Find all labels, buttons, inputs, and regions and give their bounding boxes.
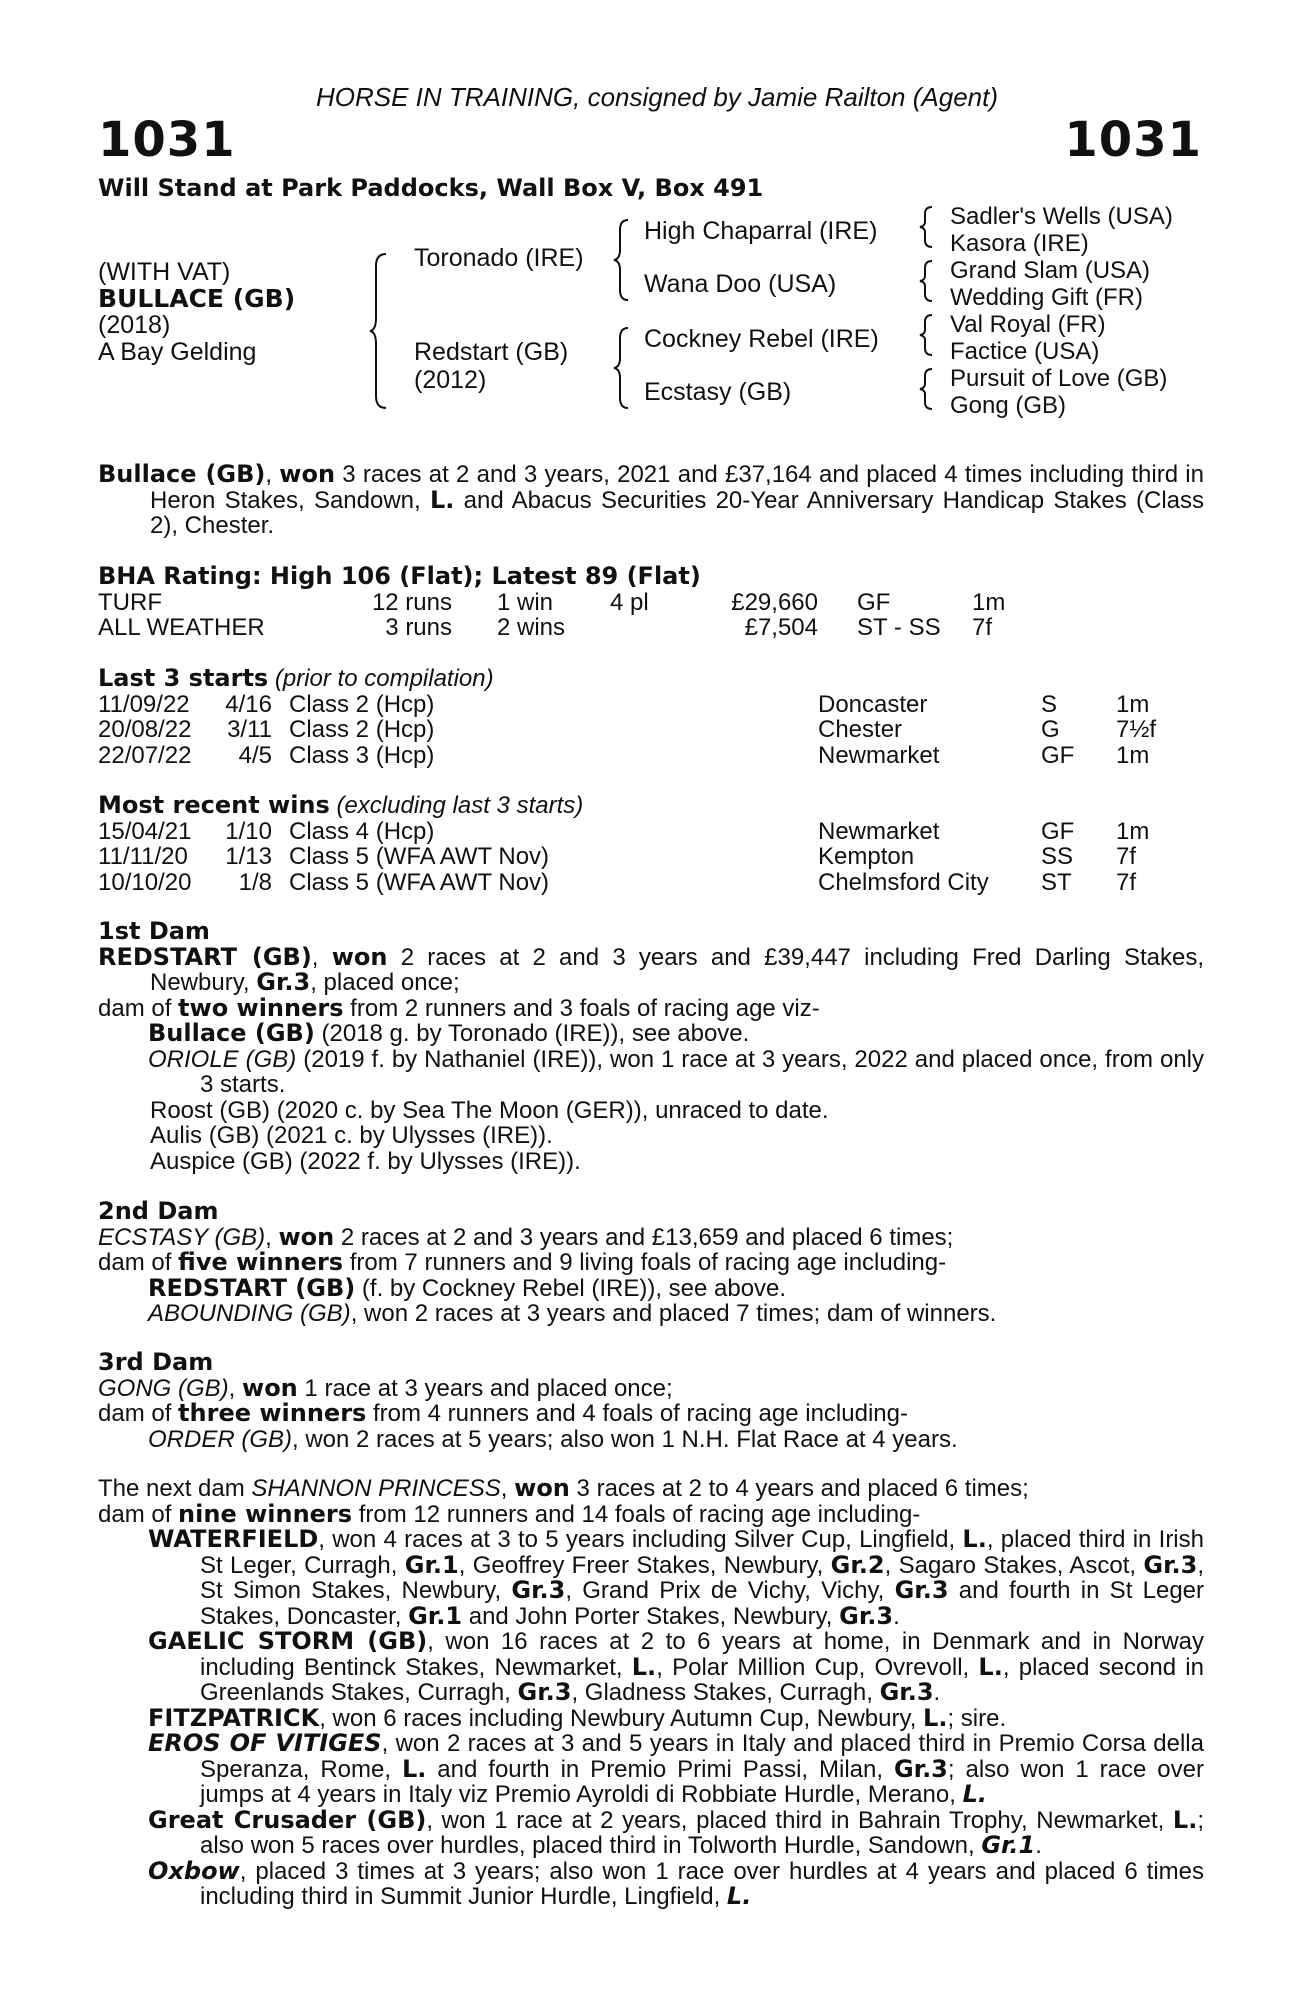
stand-location: Will Stand at Park Paddocks, Wall Box V, Box 491 xyxy=(98,174,764,202)
vat-label: (WITH VAT) xyxy=(98,258,231,286)
win-row xyxy=(98,819,1204,845)
win-position: 1/13 xyxy=(225,843,272,870)
win-class: Class 5 (WFA AWT Nov) xyxy=(289,868,550,896)
progeny-name: Great Crusader (GB) xyxy=(148,1805,427,1834)
win-date: 10/10/20 xyxy=(98,868,192,896)
rating-prize: £29,660 xyxy=(731,588,818,616)
first-dam-heading: 1st Dam xyxy=(98,917,210,945)
progeny-entry: Auspice (GB) (2022 f. by Ulysses (IRE)). xyxy=(150,1147,581,1175)
progeny-text: , Polar Million Cup, Ovrevoll, xyxy=(656,1653,979,1681)
form-class: Class 3 (Hcp) xyxy=(289,741,435,769)
form-distance: 1m xyxy=(1116,690,1150,718)
next-dam-of: dam of xyxy=(98,1500,179,1528)
progeny-text: and fourth in St Leger Stakes, Doncaster, xyxy=(200,1577,1205,1630)
progeny-name: Oxbow xyxy=(148,1856,240,1885)
form-position: 4/5 xyxy=(238,741,272,769)
progeny-text: and John Porter Stakes, Newbury, xyxy=(462,1602,840,1630)
next-dam-winners: nine winners xyxy=(178,1499,353,1528)
third-dam-runners: from 4 runners and 4 foals of racing age including- xyxy=(366,1400,908,1427)
progeny-entry: Aulis (GB) (2021 c. by Ulysses (IRE)). xyxy=(150,1122,553,1149)
third-dam-won: won xyxy=(242,1373,298,1402)
recent-wins-heading: Most recent wins xyxy=(98,791,330,819)
second-dam-runners: from 7 runners and 9 living foals of racing age including- xyxy=(343,1249,947,1276)
form-course: Chester xyxy=(818,716,903,743)
grade-marker: Gr.1 xyxy=(404,1550,459,1579)
grade-marker: Gr.3 xyxy=(894,1576,949,1604)
rating-distance: 1m xyxy=(972,588,1006,616)
gen3-brace-1 xyxy=(920,205,934,249)
progeny-text: , Gladness Stakes, Curragh, xyxy=(571,1679,880,1706)
progeny-text: (2018 g. by Toronado (IRE)), see above. xyxy=(314,1020,750,1047)
rating-distance: 7f xyxy=(972,614,993,641)
listed-marker: L. xyxy=(631,1652,657,1681)
gen3-brace-3 xyxy=(920,313,934,357)
progeny-text: , won 6 races including Newbury Autumn Cup, Newbury, xyxy=(319,1704,924,1732)
gen3-ancestor: Factice (USA) xyxy=(950,338,1100,365)
form-course: Newmarket xyxy=(818,741,940,769)
summary-comma: , xyxy=(265,461,280,488)
recent-wins-section xyxy=(98,793,1204,895)
rating-row xyxy=(98,615,1204,641)
gen3-ancestor: Kasora (IRE) xyxy=(950,230,1089,257)
summary-listed: L. xyxy=(429,485,455,514)
form-position: 3/11 xyxy=(227,716,272,743)
second-dam-heading: 2nd Dam xyxy=(98,1197,219,1225)
horse-year: (2018) xyxy=(98,311,171,339)
grade-marker: Gr.2 xyxy=(830,1550,885,1579)
next-dam-lead: The next dam xyxy=(98,1475,252,1502)
next-dam-section xyxy=(98,1476,1204,1910)
gen3-brace-2 xyxy=(920,259,934,303)
first-dam-of: dam of xyxy=(98,994,179,1022)
win-date: 15/04/21 xyxy=(98,817,192,845)
form-position: 4/16 xyxy=(225,690,272,718)
form-going: S xyxy=(1041,690,1058,718)
grade-marker: Gr.3 xyxy=(839,1601,894,1630)
recent-wins-note: (excluding last 3 starts) xyxy=(336,792,584,819)
progeny-name: ABOUNDING (GB) xyxy=(148,1300,351,1327)
third-dam-of: dam of xyxy=(98,1400,179,1427)
last-starts-heading: Last 3 starts xyxy=(98,664,269,692)
third-dam-text: 1 race at 3 years and placed once; xyxy=(297,1374,673,1402)
progeny-name: ORIOLE (GB) xyxy=(148,1045,297,1073)
rating-going: GF xyxy=(857,588,891,616)
grade-marker: Gr.3 xyxy=(1143,1550,1198,1579)
rating-row xyxy=(98,590,1204,616)
grade-marker: Gr.3 xyxy=(517,1678,572,1706)
progeny-text: ; also won 1 race over jumps at 4 years in Italy viz Premio Ayroldi di Robbiate Hurdle, Merano, xyxy=(200,1755,1204,1808)
horse-name: BULLACE (GB) xyxy=(98,284,296,313)
form-row xyxy=(98,692,1204,718)
dam-dam: Ecstasy (GB) xyxy=(644,378,792,406)
listed-marker: L. xyxy=(401,1754,427,1783)
progeny-great-crusader xyxy=(98,1805,1204,1859)
consignment-header: HORSE IN TRAINING, consigned by Jamie Railton (Agent) xyxy=(315,82,999,112)
second-dam-section: 2nd Dam ECSTASY (GB), won 2 races at 2 and 3 years and £13,659 and placed 6 times; dam of five winners from 7 runners and 9 living foals of racing age including- REDSTART (GB) (f. by Cockney Rebel (IRE)), see above. ABOUNDING (GB), won 2 races at 3 years and placed 7 times; dam of winners. xyxy=(98,1199,1204,1327)
rating-going: ST - SS xyxy=(857,614,941,641)
progeny-entry: Roost (GB) (2020 c. by Sea The Moon (GER)), unraced to date. xyxy=(150,1096,829,1124)
win-position: 1/8 xyxy=(238,868,272,896)
next-dam-name: SHANNON PRINCESS xyxy=(251,1475,501,1502)
grade-marker: Gr.3 xyxy=(879,1678,934,1706)
first-dam-section: 1st Dam REDSTART (GB), won 2 races at 2 and 3 years and £39,447 including Fred Darling Stakes, Newbury, Gr.3, placed once; dam of two winners from 2 runners and 3 foals of racing age viz- Bullace (GB) (2018 g. by Toronado (IRE)), see above. ORIOLE (GB) (2019 f. by Nathaniel (IRE)), won 1 race at 3 years, 2022 and placed once, from only 3 starts. Roost (GB) (2020 c. by Sea The Moon (GER)), unraced to date. Aulis (GB) (2021 c. by Ulysses (IRE)). Auspice (GB) (2022 f. by Ulysses (IRE)). xyxy=(98,917,1204,1175)
progeny-text: ; sire. xyxy=(947,1704,1007,1732)
form-row xyxy=(98,743,1204,769)
rating-surface: TURF xyxy=(98,588,162,616)
listed-marker: L. xyxy=(923,1703,948,1732)
progeny-text: , won 2 races at 3 years and placed 7 times; dam of winners. xyxy=(350,1300,997,1327)
first-dam-runners: from 2 runners and 3 foals of racing age viz- xyxy=(343,994,820,1022)
second-dam-won: won xyxy=(278,1222,335,1251)
rating-wins: 1 win xyxy=(497,588,554,616)
form-date: 22/07/22 xyxy=(98,741,192,769)
pedigree-brace-sire xyxy=(614,218,630,302)
grade-marker: Gr.3 xyxy=(511,1576,566,1604)
gen3-ancestor: Val Royal (FR) xyxy=(950,311,1106,338)
lot-number-left: 1031 xyxy=(98,112,236,168)
horse-description: A Bay Gelding xyxy=(98,338,257,366)
gen3-ancestor: Wedding Gift (FR) xyxy=(950,284,1143,311)
sire-name: Toronado (IRE) xyxy=(414,244,584,272)
rating-runs: 3 runs xyxy=(385,614,452,641)
form-going: GF xyxy=(1041,741,1075,769)
summary-text-2: and Abacus Securities 20-Year Anniversary Handicap Stakes (Class 2), Chester. xyxy=(150,486,1204,539)
progeny-text: , won 2 races at 3 and 5 years in Italy and placed third in Premio Corsa della Speranza, Rome, xyxy=(200,1730,1204,1783)
win-date: 11/11/20 xyxy=(98,843,188,870)
progeny-name: REDSTART (GB) xyxy=(148,1273,356,1302)
win-distance: 7f xyxy=(1116,868,1137,896)
progeny-text: , won 1 race at 2 years, placed third in Bahrain Trophy, Newmarket, xyxy=(426,1806,1173,1834)
rating-runs: 12 runs xyxy=(371,588,452,616)
progeny-name: Bullace (GB) xyxy=(148,1019,315,1047)
progeny-text: ; also won 5 races over hurdles, placed third in Tolworth Hurdle, Sandown, xyxy=(200,1806,1204,1859)
form-course: Doncaster xyxy=(818,690,928,718)
sire-dam: Wana Doo (USA) xyxy=(644,270,837,298)
rating-wins: 2 wins xyxy=(497,614,566,641)
progeny-name: EROS OF VITIGES xyxy=(148,1729,382,1757)
listed-marker: L. xyxy=(962,1780,987,1808)
first-dam-name: REDSTART (GB) xyxy=(98,942,312,971)
progeny-text: (f. by Cockney Rebel (IRE)), see above. xyxy=(355,1274,787,1302)
win-class: Class 5 (WFA AWT Nov) xyxy=(289,843,550,870)
form-date: 20/08/22 xyxy=(98,716,192,743)
progeny-name: WATERFIELD xyxy=(148,1525,319,1553)
progeny-text: , placed third in Irish St Leger, Curragh, xyxy=(200,1526,1204,1579)
pedigree-brace-main xyxy=(370,252,388,410)
next-dam-text: 3 races at 2 to 4 years and placed 6 times; xyxy=(569,1475,1029,1502)
third-dam-heading: 3rd Dam xyxy=(98,1348,214,1376)
gen3-ancestor: Pursuit of Love (GB) xyxy=(950,365,1168,392)
first-dam-won: won xyxy=(331,942,388,971)
third-dam-name: GONG (GB) xyxy=(98,1374,229,1402)
gen3-ancestor: Sadler's Wells (USA) xyxy=(950,203,1173,230)
progeny-text: , St Simon Stakes, Newbury, xyxy=(200,1551,1205,1604)
second-dam-of: dam of xyxy=(98,1249,179,1276)
progeny-text: . xyxy=(1035,1832,1042,1859)
progeny-eros-of-vitiges xyxy=(98,1731,1204,1808)
summary-won: won xyxy=(279,460,336,488)
race-summary xyxy=(98,462,1204,539)
win-class: Class 4 (Hcp) xyxy=(289,817,435,845)
form-going: G xyxy=(1041,716,1060,743)
progeny-oxbow xyxy=(98,1856,1204,1910)
listed-marker: L. xyxy=(978,1652,1003,1681)
dam-sire: Cockney Rebel (IRE) xyxy=(644,325,879,353)
rating-surface: ALL WEATHER xyxy=(98,614,265,641)
last-starts-note: (prior to compilation) xyxy=(274,665,494,692)
form-distance: 7½f xyxy=(1116,716,1157,743)
progeny-text: . xyxy=(893,1602,900,1630)
win-going: GF xyxy=(1041,817,1075,845)
gen3-brace-4 xyxy=(920,367,934,411)
progeny-text: , Geoffrey Freer Stakes, Newbury, xyxy=(458,1551,831,1579)
win-course: Newmarket xyxy=(818,817,940,845)
progeny-text: , Sagaro Stakes, Ascot, xyxy=(884,1551,1144,1579)
progeny-name: FITZPATRICK xyxy=(148,1703,320,1732)
lot-number-right: 1031 xyxy=(1064,112,1202,168)
rating-section xyxy=(98,564,1204,641)
summary-text: 3 races at 2 and 3 years, 2021 and £37,164 and placed 4 times including third in Heron Stakes, Sandown, xyxy=(150,461,1204,514)
form-distance: 1m xyxy=(1116,741,1150,769)
next-dam-comma: , xyxy=(500,1475,515,1502)
second-dam-name: ECSTASY (GB) xyxy=(98,1223,266,1251)
first-dam-text: 2 races at 2 and 3 years and £39,447 including Fred Darling Stakes, Newbury, xyxy=(150,943,1204,996)
first-dam-winners: two winners xyxy=(178,993,344,1022)
win-course: Chelmsford City xyxy=(818,868,989,896)
form-row xyxy=(98,717,1204,743)
progeny-fitzpatrick xyxy=(98,1703,1204,1732)
progeny-name: ORDER (GB) xyxy=(148,1425,292,1453)
win-position: 1/10 xyxy=(225,817,272,845)
summary-horse-name: Bullace (GB) xyxy=(98,460,266,488)
rating-prize: £7,504 xyxy=(744,614,818,641)
dam-year: (2012) xyxy=(414,366,487,394)
progeny-gaelic-storm xyxy=(98,1629,1204,1706)
progeny-text: and fourth in Premio Primi Passi, Milan, xyxy=(426,1755,894,1783)
third-dam-section: 3rd Dam GONG (GB), won 1 race at 3 years and placed once; dam of three winners from 4 runners and 4 foals of racing age including- ORDER (GB), won 2 races at 5 years; also won 1 N.H. Flat Race at 4 years. xyxy=(98,1350,1204,1452)
listed-marker: L. xyxy=(962,1525,987,1553)
first-dam-text-2: , placed once; xyxy=(310,969,460,996)
win-course: Kempton xyxy=(818,843,915,870)
second-dam-text: 2 races at 2 and 3 years and £13,659 and placed 6 times; xyxy=(334,1223,954,1251)
progeny-text: (2019 f. by Nathaniel (IRE)), won 1 race at 3 years, 2022 and placed once, from only 3 starts. xyxy=(200,1045,1204,1098)
next-dam-runners: from 12 runners and 14 foals of racing age including- xyxy=(352,1500,921,1528)
progeny-text: , won 2 races at 5 years; also won 1 N.H. Flat Race at 4 years. xyxy=(292,1425,958,1453)
grade-marker: Gr.1 xyxy=(408,1601,463,1630)
progeny-text: , placed second in Greenlands Stakes, Curragh, xyxy=(200,1653,1204,1706)
sire-sire: High Chaparral (IRE) xyxy=(644,217,878,245)
progeny-waterfield xyxy=(98,1527,1204,1629)
progeny-text: . xyxy=(933,1679,941,1706)
form-date: 11/09/22 xyxy=(98,690,190,718)
win-distance: 7f xyxy=(1116,843,1137,870)
progeny-text: , won 16 races at 2 to 6 years at home, in Denmark and in Norway including Bentinck Stakes, Newmarket, xyxy=(200,1628,1204,1681)
gen3-ancestor: Grand Slam (USA) xyxy=(950,257,1151,284)
win-row xyxy=(98,870,1204,896)
dam-name: Redstart (GB) xyxy=(414,338,569,366)
listed-marker: L. xyxy=(1172,1805,1198,1834)
progeny-name: GAELIC STORM (GB) xyxy=(148,1627,428,1655)
grade-marker: Gr.1 xyxy=(981,1831,1036,1859)
last-starts-section xyxy=(98,666,1204,768)
gen3-ancestor: Gong (GB) xyxy=(950,392,1067,419)
pedigree-brace-dam xyxy=(614,326,630,410)
progeny-text: , placed 3 times at 3 years; also won 1 race over hurdles at 4 years and placed 6 times including third in Summit Junior Hurdle, Lingfield, xyxy=(200,1857,1204,1910)
win-going: ST xyxy=(1041,868,1072,896)
rating-heading: BHA Rating: High 106 (Flat); Latest 89 (Flat) xyxy=(98,562,701,590)
win-going: SS xyxy=(1041,843,1074,870)
progeny-text: , Grand Prix de Vichy, Vichy, xyxy=(565,1577,895,1604)
third-dam-winners: three winners xyxy=(178,1399,367,1427)
first-dam-grade: Gr.3 xyxy=(256,968,311,996)
listed-marker: L. xyxy=(726,1882,752,1910)
win-row xyxy=(98,844,1204,870)
grade-marker: Gr.3 xyxy=(893,1754,948,1783)
win-distance: 1m xyxy=(1116,817,1150,845)
form-class: Class 2 (Hcp) xyxy=(289,716,435,743)
next-dam-won: won xyxy=(514,1474,570,1502)
form-class: Class 2 (Hcp) xyxy=(289,690,435,718)
second-dam-winners: five winners xyxy=(178,1248,344,1276)
progeny-text: , won 4 races at 3 to 5 years including Silver Cup, Lingfield, xyxy=(318,1526,963,1553)
rating-placed: 4 pl xyxy=(610,588,649,616)
